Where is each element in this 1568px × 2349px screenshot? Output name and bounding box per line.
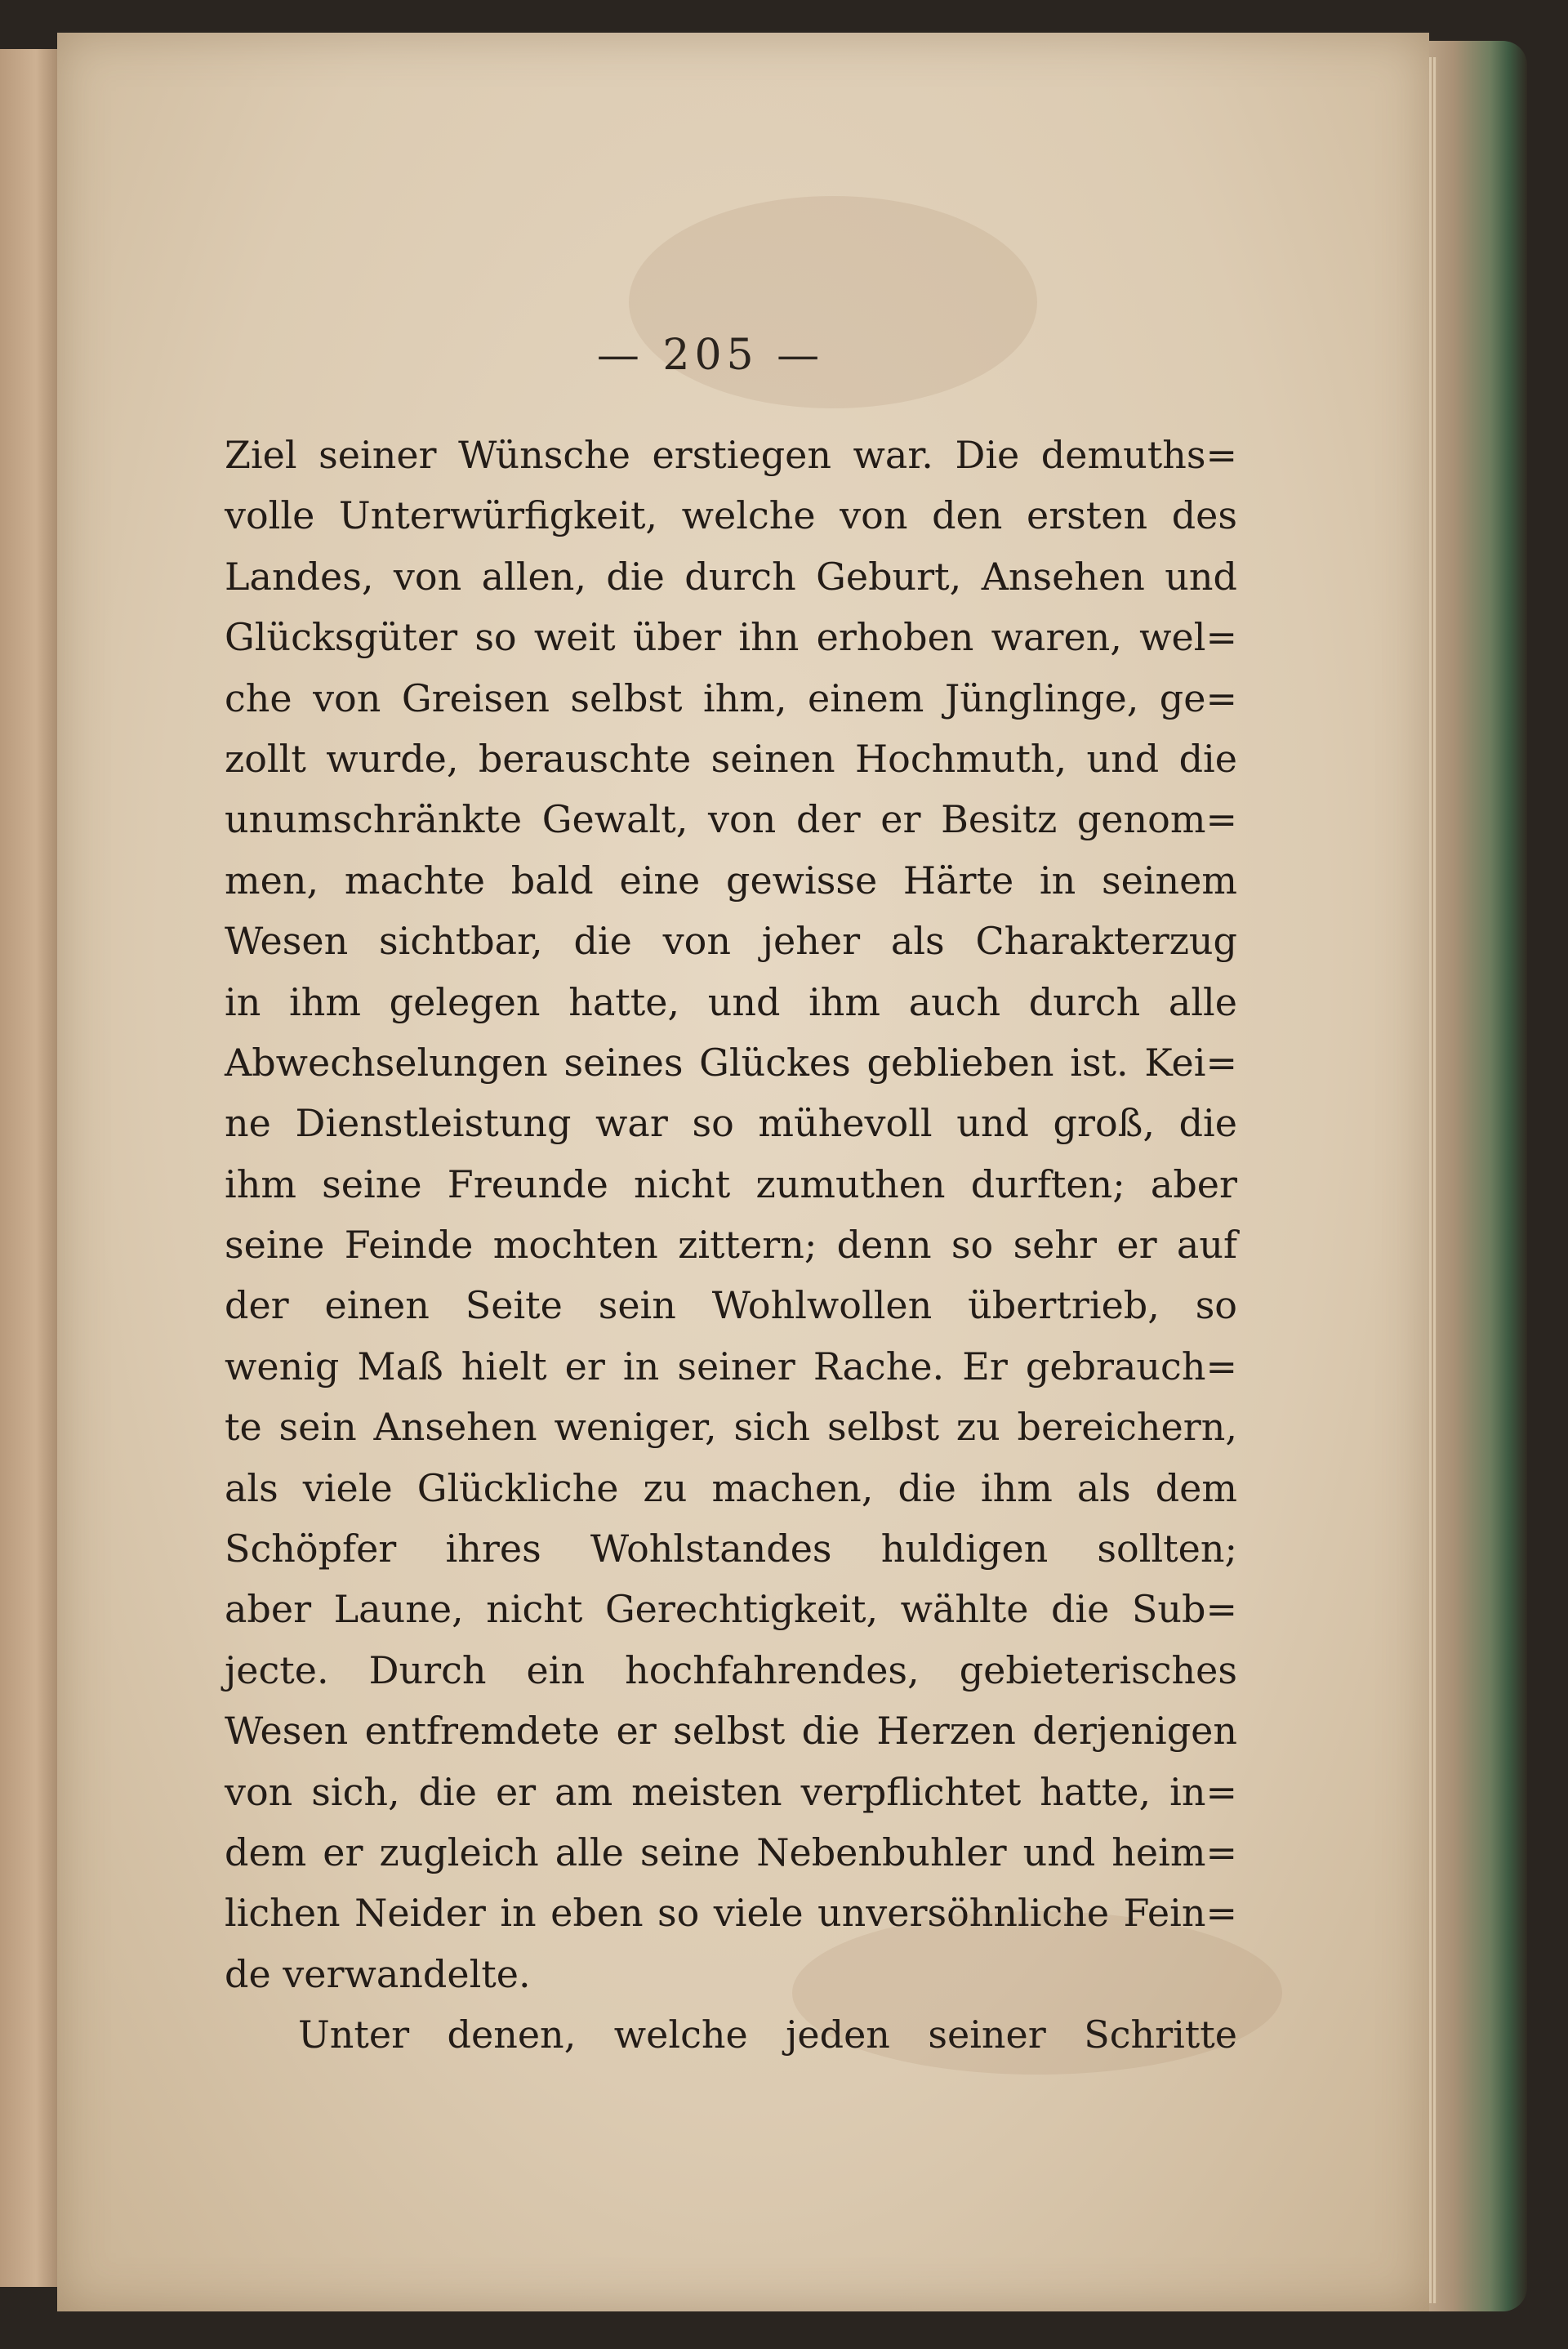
book-page [57, 33, 1429, 2311]
text-line: Ziel seiner Wünsche erstiegen war. Die demuths= [225, 433, 1237, 477]
text-line: volle Unterwürfigkeit, welche von den ersten des [225, 493, 1237, 538]
text-line: Wesen entfremdete er selbst die Herzen derjenigen [225, 1709, 1237, 1754]
text-line-paragraph-end: de verwandelte. [225, 1951, 531, 1996]
text-line: lichen Neider in eben so viele unversöhnliche Fein= [225, 1891, 1237, 1936]
text-line: aber Laune, nicht Gerechtigkeit, wählte die Sub= [225, 1587, 1237, 1632]
text-line: che von Greisen selbst ihm, einem Jünglinge, ge= [225, 675, 1237, 720]
body-text [225, 425, 1237, 2066]
text-line: der einen Seite sein Wohlwollen übertrieb, so [225, 1283, 1237, 1328]
text-line: Wesen sichtbar, die von jeher als Charakterzug [225, 919, 1237, 964]
text-line: wenig Maß hielt er in seiner Rache. Er gebrauch= [225, 1344, 1237, 1388]
text-line: ihm seine Freunde nicht zumuthen durften; aber [225, 1161, 1237, 1206]
text-line: Glücksgüter so weit über ihn erhoben waren, wel= [225, 615, 1237, 660]
text-line: men, machte bald eine gewisse Härte in seinem [225, 858, 1237, 903]
text-line: seine Feinde mochten zittern; denn so sehr er auf [225, 1223, 1237, 1268]
text-line: in ihm gelegen hatte, und ihm auch durch alle [225, 979, 1237, 1024]
text-line: von sich, die er am meisten verpflichtet hatte, in= [225, 1769, 1237, 1814]
text-line: als viele Glückliche zu machen, die ihm als dem [225, 1465, 1237, 1510]
text-line: te sein Ansehen weniger, sich selbst zu bereichern, [225, 1405, 1237, 1450]
text-line: ne Dienstleistung war so mühevoll und groß, die [225, 1101, 1237, 1146]
text-line: Abwechselungen seines Glückes geblieben ist. Kei= [225, 1040, 1237, 1085]
text-line-paragraph-start: Unter denen, welche jeden seiner Schritte [298, 2012, 1237, 2057]
text-line: Landes, von allen, die durch Geburt, Ansehen und [225, 554, 1237, 599]
page-number: — 205 — [596, 331, 825, 380]
text-line: Schöpfer ihres Wohlstandes huldigen sollten; [225, 1527, 1237, 1571]
text-line: zollt wurde, berauschte seinen Hochmuth, und die [225, 736, 1237, 781]
text-line: dem er zugleich alle seine Nebenbuhler und heim= [225, 1830, 1237, 1874]
text-line: jecte. Durch ein hochfahrendes, gebieterisches [225, 1647, 1237, 1692]
text-line: unumschränkte Gewalt, von der er Besitz genom= [225, 797, 1237, 842]
